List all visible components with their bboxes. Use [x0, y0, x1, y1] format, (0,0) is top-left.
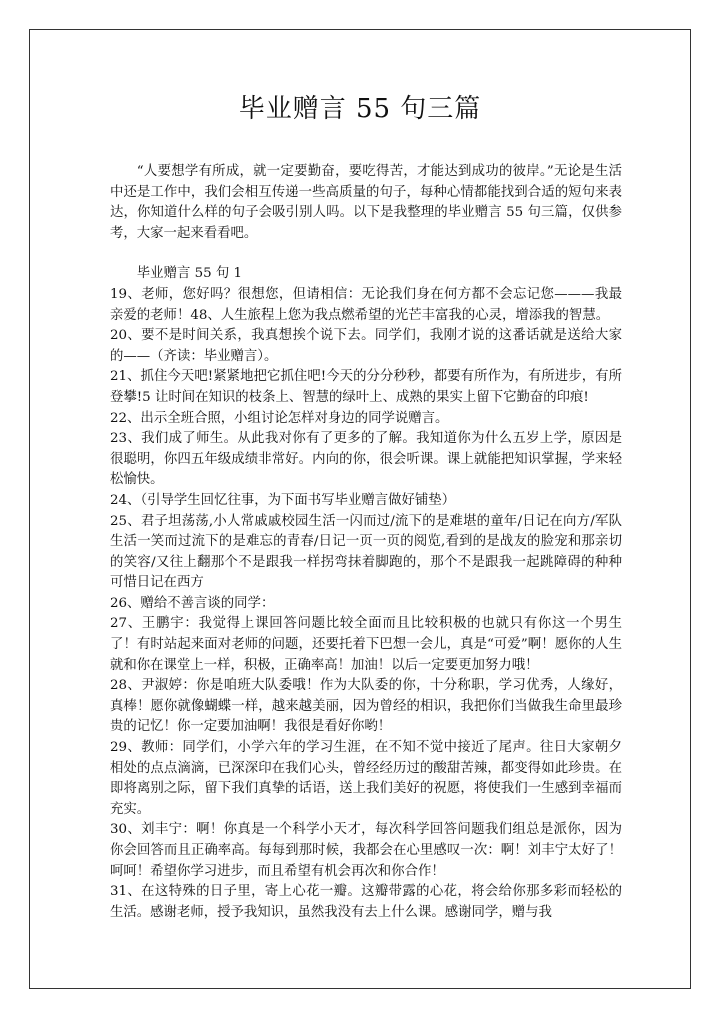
paragraph-25: 25、君子坦荡荡,小人常戚戚校园生活一闪而过/流下的是难堪的童年/日记在向方/军队生活一笑而过流下的是难忘的青春/日记一页一页的阅览,看到的是战友的脸宠和那亲切的笑容/又往上翻那个不是跟我一样拐弯抹着脚跑的，那个不是跟我一起跳障碍的种种可惜日记在西方	[110, 513, 622, 591]
paragraph-23: 23、我们成了师生。从此我对你有了更多的了解。我知道你为什么五岁上学，原因是很聪明，你四五年级成绩非常好。内向的你，很会听课。课上就能把知识掌握，学来轻松愉快。	[110, 431, 622, 488]
paragraph-30: 30、刘丰宁：啊！你真是一个科学小天才，每次科学回答问题我们组总是派你，因为你会回答而且正确率高。每每到那时候，我都会在心里感叹一次：啊！刘丰宁太好了！呵呵！希望你学习进步，而且希望有机会再次和你合作！	[110, 822, 622, 879]
paragraph-19: 19、老师，您好吗？很想您，但请相信：无论我们身在何方都不会忘记您———我最亲爱的老师！48、人生旅程上您为我点燃希望的光芒丰富我的心灵，增添我的智慧。	[110, 286, 622, 323]
paragraph-29: 29、教师：同学们，小学六年的学习生涯，在不知不觉中接近了尾声。往日大家朝夕相处的点点滴滴，已深深印在我们心头，曾经经历过的酸甜苦辣，都变得如此珍贵。在即将离别之际，留下我们真挚的话语，送上我们美好的祝愿，将使我们一生感到幸福而充实。	[110, 740, 622, 817]
paragraph-31: 31、在这特殊的日子里，寄上心花一瓣。这瓣带露的心花，将会给你那多彩而轻松的生活。感谢老师，授予我知识，虽然我没有去上什么课。感谢同学，赠与我	[110, 884, 622, 920]
paragraph-gap	[110, 244, 622, 264]
section-heading: 毕业赠言 55 句 1	[136, 266, 243, 282]
page-title: 毕业赠言 55 句三篇	[238, 94, 482, 124]
paragraph-20: 20、要不是时间关系，我真想挨个说下去。同学们，我刚才说的这番话就是送给大家的——（齐读：毕业赠言）。	[110, 328, 622, 364]
document-body	[110, 162, 622, 923]
paragraph-22: 22、出示全班合照，小组讨论怎样对身边的同学说赠言。	[110, 410, 449, 426]
paragraph-26: 26、赠给不善言谈的同学：	[110, 595, 275, 611]
paragraph-27: 27、王鹏宇：我觉得上课回答问题比较全面而且比较积极的也就只有你这一个男生了！有时站起来面对老师的问题，还要托着下巴想一会儿，真是“可爱”啊！愿你的人生就和你在课堂上一样，积极，正确率高！加油！以后一定要更加努力哦！	[110, 616, 622, 673]
paragraph-21: 21、抓住今天吧!紧紧地把它抓住吧!今天的分分秒秒，都要有所作为，有所进步，有所登攀!5 让时间在知识的枝条上、智慧的绿叶上、成熟的果实上留下它勤奋的印痕!	[110, 369, 622, 405]
paragraph-28: 28、尹淑婷：你是咱班大队委哦！作为大队委的你，十分称职，学习优秀，人缘好，真棒！愿你就像蝴蝶一样，越来越美丽，因为曾经的相识，我把你们当做我生命里最珍贵的记忆！你一定要加油啊！我很是看好你哟！	[110, 678, 622, 735]
intro-paragraph: “人要想学有所成，就一定要勤奋，要吃得苦，才能达到成功的彼岸。”无论是生活中还是工作中，我们会相互传递一些高质量的句子，每种心情都能找到合适的短句来表达，你知道什么样的句子会吸引别人吗。以下是我整理的毕业赠言 55 句三篇，仅供参考，大家一起来看看吧。	[110, 164, 622, 241]
paragraph-24: 24、（引导学生回忆往事，为下面书写毕业赠言做好铺垫）	[110, 492, 456, 508]
